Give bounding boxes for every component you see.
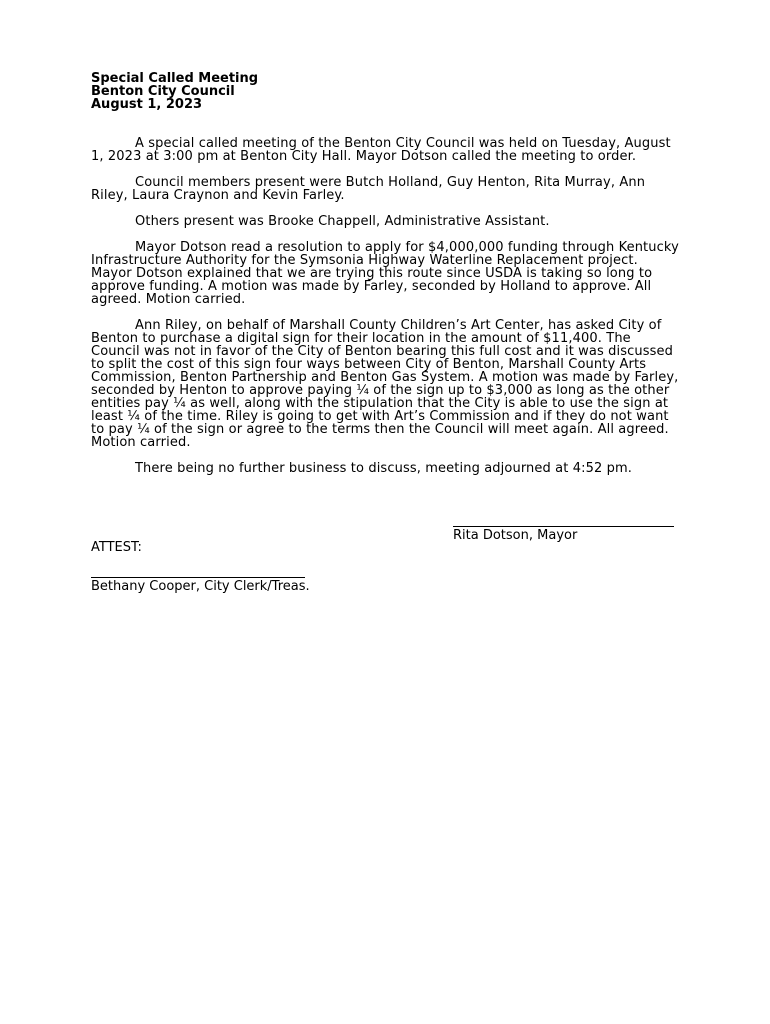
mayor-signature-block [453, 516, 678, 542]
clerk-signature-line [91, 568, 305, 578]
attest-label: ATTEST: [91, 540, 142, 555]
minutes-document [91, 72, 681, 488]
paragraph-others-present: Others present was Brooke Chappell, Administrative Assistant. [135, 214, 550, 229]
council-name: Benton City Council [91, 84, 235, 99]
paragraph-funding-resolution: Mayor Dotson read a resolution to apply for $4,000,000 funding through Kentucky Infrastructure Authority for the Symsonia Highway Waterline Replacement project. Mayor Dotson explained that we are trying this route since USDA is taking so long to approve funding. A motion was made by Farley, seconded by Holland to approve. All agreed. Motion carried. [91, 240, 679, 307]
paragraph-adjournment: There being no further business to discuss, meeting adjourned at 4:52 pm. [135, 461, 633, 476]
meeting-date: August 1, 2023 [91, 97, 203, 112]
paragraph-call-to-order: A special called meeting of the Benton City Council was held on Tuesday, August 1, 2023 at 3:00 pm at Benton City Hall. Mayor Dotson called the meeting to order. [91, 136, 671, 164]
document-header [91, 72, 681, 111]
paragraph-digital-sign: Ann Riley, on behalf of Marshall County Children’s Art Center, has asked City of Benton to purchase a digital sign for their location in the amount of $11,400. The Council was not in favor of the City of Benton bearing this full cost and it was discussed to split the cost of this sign four ways between City of Benton, Marshall County Arts Commission, Benton Partnership and Benton Gas System. A motion was made by Farley, seconded by Henton to approve paying ¼ of the sign up to $3,000 as long as the other entities pay ¼ as well, along with the stipulation that the City is able to use the sign at least ¼ of the time. Riley is going to get with Art’s Commission and if they do not want to pay ¼ of the sign or agree to the terms then the Council will meet again. All agreed. Motion carried. [91, 318, 679, 450]
mayor-name: Rita Dotson, Mayor [453, 528, 578, 543]
clerk-signature-block [91, 568, 326, 593]
meeting-title: Special Called Meeting [91, 71, 259, 86]
minutes-body [91, 137, 681, 475]
clerk-name: Bethany Cooper, City Clerk/Treas. [91, 579, 310, 594]
mayor-signature-line [453, 516, 674, 527]
paragraph-members-present: Council members present were Butch Holland, Guy Henton, Rita Murray, Ann Riley, Laura Craynon and Kevin Farley. [91, 175, 646, 203]
